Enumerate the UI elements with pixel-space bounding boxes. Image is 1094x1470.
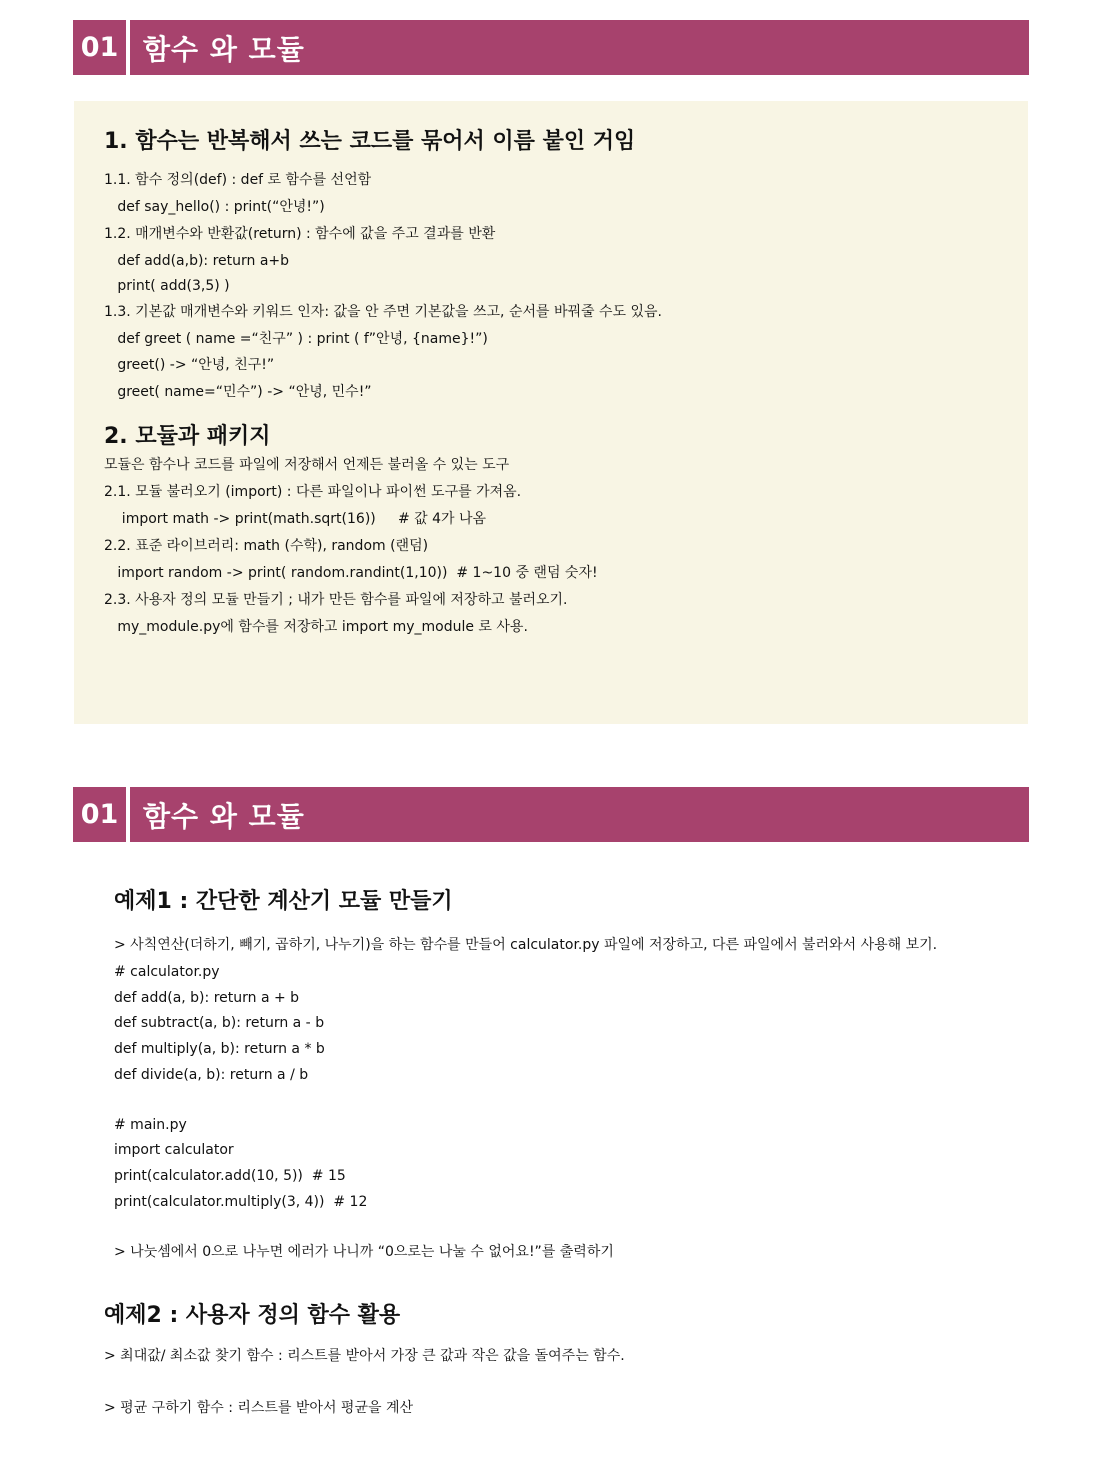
section-banner-2 <box>73 787 1029 842</box>
text-line: greet( name=“민수”) -> “안녕, 민수!” <box>104 384 372 400</box>
text-line: import random -> print( random.randint(1,10)) # 1~10 중 랜덤 숫자! <box>104 565 598 581</box>
code-line: def subtract(a, b): return a - b <box>114 1015 325 1031</box>
text-line: def add(a,b): return a+b <box>104 253 290 269</box>
text-line: 2.1. 모듈 불러오기 (import) : 다른 파일이나 파이썬 도구를 가져옴. <box>104 484 522 500</box>
text-line: 1.3. 기본값 매개변수와 키워드 인자: 값을 안 주면 기본값을 쓰고, 순서를 바꿔줄 수도 있음. <box>104 304 662 320</box>
text-line: 1.1. 함수 정의(def) : def 로 함수를 선언함 <box>104 172 372 188</box>
text-line: import math -> print(math.sqrt(16)) # 값 4가 나옴 <box>104 511 487 527</box>
example2-title: 예제2 : 사용자 정의 함수 활용 <box>104 1303 401 1328</box>
code-line: print(calculator.multiply(3, 4)) # 12 <box>114 1194 368 1210</box>
example2-item: > 최대값/ 최소값 찾기 함수 : 리스트를 받아서 가장 큰 값과 작은 값을 돌여주는 함수. <box>104 1348 625 1364</box>
text-line: my_module.py에 함수를 저장하고 import my_module 로 사용. <box>104 619 528 635</box>
example1-description: > 사칙연산(더하기, 빼기, 곱하기, 나누기)을 하는 함수를 만들어 calculator.py 파일에 저장하고, 다른 파일에서 불러와서 사용해 보기. <box>114 937 938 953</box>
section-number: 01 <box>73 787 130 842</box>
code-line: def multiply(a, b): return a * b <box>114 1041 325 1057</box>
text-line: print( add(3,5) ) <box>104 278 230 294</box>
code-line: print(calculator.add(10, 5)) # 15 <box>114 1168 346 1184</box>
text-line: def say_hello() : print(“안녕!”) <box>104 199 325 215</box>
code-line: # main.py <box>114 1117 187 1133</box>
text-line: 1.2. 매개변수와 반환값(return) : 함수에 값을 주고 결과를 반환 <box>104 226 496 242</box>
example1-title: 예제1 : 간단한 계산기 모듈 만들기 <box>114 889 453 914</box>
section-banner-1 <box>73 20 1029 75</box>
code-line: def divide(a, b): return a / b <box>114 1067 309 1083</box>
code-line: import calculator <box>114 1142 234 1158</box>
text-line: 모듈은 함수나 코드를 파일에 저장해서 언제든 불러올 수 있는 도구 <box>104 457 510 473</box>
heading-modules: 2. 모듈과 패키지 <box>104 424 271 449</box>
code-line: def add(a, b): return a + b <box>114 990 300 1006</box>
example1-note: > 나눗셈에서 0으로 나누면 에러가 나니까 “0으로는 나눌 수 없어요!”를 출력하기 <box>114 1244 614 1260</box>
text-line: 2.2. 표준 라이브러리: math (수학), random (랜덤) <box>104 538 429 554</box>
text-line: def greet ( name =“친구” ) : print ( f”안녕, {name}!”) <box>104 331 488 347</box>
code-line: # calculator.py <box>114 964 220 980</box>
heading-functions: 1. 함수는 반복해서 쓰는 코드를 묶어서 이름 붙인 거임 <box>104 129 636 154</box>
example2-item: > 평균 구하기 함수 : 리스트를 받아서 평균을 계산 <box>104 1400 414 1416</box>
text-line: 2.3. 사용자 정의 모듈 만들기 ; 내가 만든 함수를 파일에 저장하고 불러오기. <box>104 592 568 608</box>
text-line: greet() -> “안녕, 친구!” <box>104 357 275 373</box>
section-number: 01 <box>73 20 130 75</box>
section-title: 함수 와 모듈 <box>143 32 305 66</box>
section-title: 함수 와 모듈 <box>143 799 305 833</box>
